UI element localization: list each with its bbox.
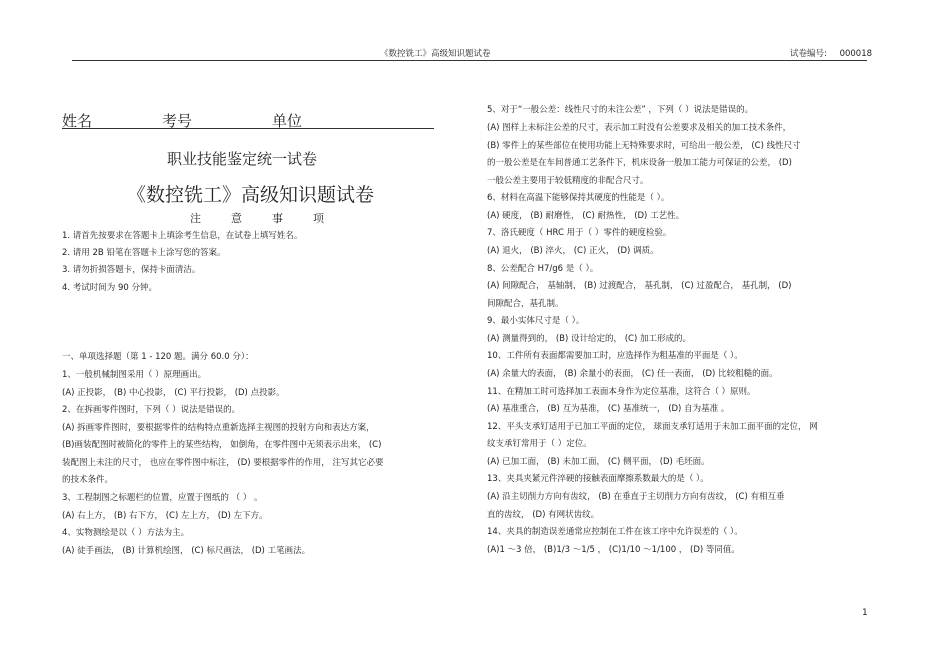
candidate-info-underline: [62, 128, 434, 129]
question-line: (A) 沿主切削力方向有齿纹， (B) 在垂直于主切削力方向有齿纹， (C) 有相互垂: [487, 492, 785, 502]
paper-code-label: 试卷编号:: [790, 49, 827, 59]
question-line: 的一般公差是在车间普通工艺条件下，机床设备一般加工能力可保证的公差， (D): [487, 158, 792, 168]
question-line: 3、工程制图之标题栏的位置，应置于图纸的 （ ） 。: [62, 493, 263, 503]
exam-number-label: 考号: [162, 112, 193, 130]
question-line: (A) 拆画零件图时，要根据零件的结构特点重新选择主视图的投射方向和表达方案，: [62, 423, 375, 433]
question-line: 12、平头支承钉适用于已加工平面的定位， 球面支承钉适用于未加工面平面的定位， 网: [487, 422, 818, 432]
question-line: (A) 测量得到的， (B) 设计给定的， (C) 加工形成的。: [487, 334, 691, 344]
question-line: 8、公差配合 H7/g6 是（ ）。: [487, 264, 599, 274]
question-line: 的技术条件。: [62, 475, 114, 485]
question-line: 一般公差主要用于较低精度的非配合尺寸。: [487, 176, 649, 186]
question-line: 10、工件所有表面都需要加工时，应选择作为粗基准的平面是（ ）。: [487, 351, 743, 361]
question-line: 9、最小实体尺寸是（ ）。: [487, 316, 585, 326]
page-number: 1: [862, 608, 868, 618]
question-line: 6、材料在高温下能够保持其硬度的性能是（ ）。: [487, 193, 670, 203]
question-line: (A) 硬度， (B) 耐磨性， (C) 耐热性， (D) 工艺性。: [487, 211, 685, 221]
certification-title: 职业技能鉴定统一试卷: [167, 150, 318, 168]
question-line: 2、在拆画零件图时，下列（ ）说法是错误的。: [62, 405, 241, 415]
instruction-line: 1. 请首先按要求在答题卡上填涂考生信息，在试卷上填写姓名。: [62, 231, 303, 241]
notice-char: 意: [231, 212, 242, 225]
question-line: (B) 零件上的某些部位在使用功能上无特殊要求时，可给出一般公差， (C) 线性尺寸: [487, 141, 801, 151]
question-line: 13、夹具夹紧元件淬硬的接触表面摩擦系数最大的是（ ）。: [487, 474, 709, 484]
question-line: (A) 正投影， (B) 中心投影， (C) 平行投影， (D) 点投影。: [62, 388, 285, 398]
question-line: (A) 右上方， (B) 右下方， (C) 左上方， (D) 左下方。: [62, 511, 268, 521]
paper-code: [790, 47, 872, 59]
question-line: (B)画装配图时被简化的零件上的某些结构， 如倒角，在零件图中无须表示出来， (C): [62, 440, 382, 450]
question-line: (A) 已加工面， (B) 未加工面， (C) 侧平面， (D) 毛坯面。: [487, 457, 710, 467]
question-line: (A) 基准重合， (B) 互为基准， (C) 基准统一， (D) 自为基准 。: [487, 404, 730, 414]
question-line: (A) 间隙配合， 基轴制， (B) 过渡配合， 基孔制， (C) 过盈配合， 基孔制， (D): [487, 281, 792, 291]
question-line: 纹支承钉常用于（ ）定位。: [487, 439, 592, 449]
exam-title: 《数控铣工》高级知识题试卷: [127, 184, 375, 206]
question-line: (A) 退火， (B) 淬火， (C) 正火， (D) 调质。: [487, 246, 659, 256]
question-line: 1、一般机械制图采用（ ）原理画出。: [62, 370, 207, 380]
instruction-line: 4. 考试时间为 90 分钟。: [62, 283, 158, 293]
instruction-line: 3. 请勿折损答题卡，保持卡面清洁。: [62, 265, 201, 275]
question-line: 4、实物测绘是以（ ）方法为主。: [62, 528, 190, 538]
unit-label: 单位: [272, 112, 303, 130]
question-line: 间隙配合，基孔制。: [487, 299, 564, 309]
question-line: 5、对于“一般公差：线性尺寸的未注公差” ，下列（ ）说法是错误的。: [487, 105, 754, 115]
notice-char: 项: [313, 212, 324, 225]
paper-code-value: 000018: [839, 49, 873, 59]
notice-char: 注: [190, 212, 201, 225]
instruction-line: 2. 请用 2B 铅笔在答题卡上涂写您的答案。: [62, 248, 226, 258]
header-rule: [72, 60, 867, 61]
question-line: (A) 余量大的表面， (B) 余量小的表面， (C) 任一表面， (D) 比较粗糙的面。: [487, 369, 778, 379]
header-title: 《数控铣工》高级知识题试卷: [380, 49, 491, 59]
question-line: 直的齿纹， (D) 有网状齿纹。: [487, 510, 600, 520]
question-line: 7、洛氏硬度（ HRC 用于（ ）零件的硬度检验。: [487, 228, 672, 238]
question-line: 14、夹具的制造误差通常应控制在工件在该工序中允许误差的（ ）。: [487, 527, 743, 537]
question-line: (A) 图样上未标注公差的尺寸，表示加工时没有公差要求及相关的加工技术条件，: [487, 123, 792, 133]
question-line: (A) 徒手画法， (B) 计算机绘图， (C) 标尺画法， (D) 工笔画法。: [62, 546, 311, 556]
name-label: 姓名: [62, 112, 93, 130]
notice-char: 事: [272, 212, 283, 225]
question-line: 装配图上未注的尺寸， 也应在零件图中标注， (D) 要根据零件的作用， 注写其它必要: [62, 458, 384, 468]
section-heading: 一、单项选择题（第 1 - 120 题。满分 60.0 分）：: [62, 352, 254, 362]
question-line: 11、在精加工时可选择加工表面本身作为定位基准，这符合（ ）原则。: [487, 387, 756, 397]
notice-heading: [190, 210, 354, 226]
question-line: (A)1 ～3 倍， (B)1/3 ～1/5 ， (C)1/10 ～1/100 ， (D) 等同值。: [487, 545, 740, 555]
